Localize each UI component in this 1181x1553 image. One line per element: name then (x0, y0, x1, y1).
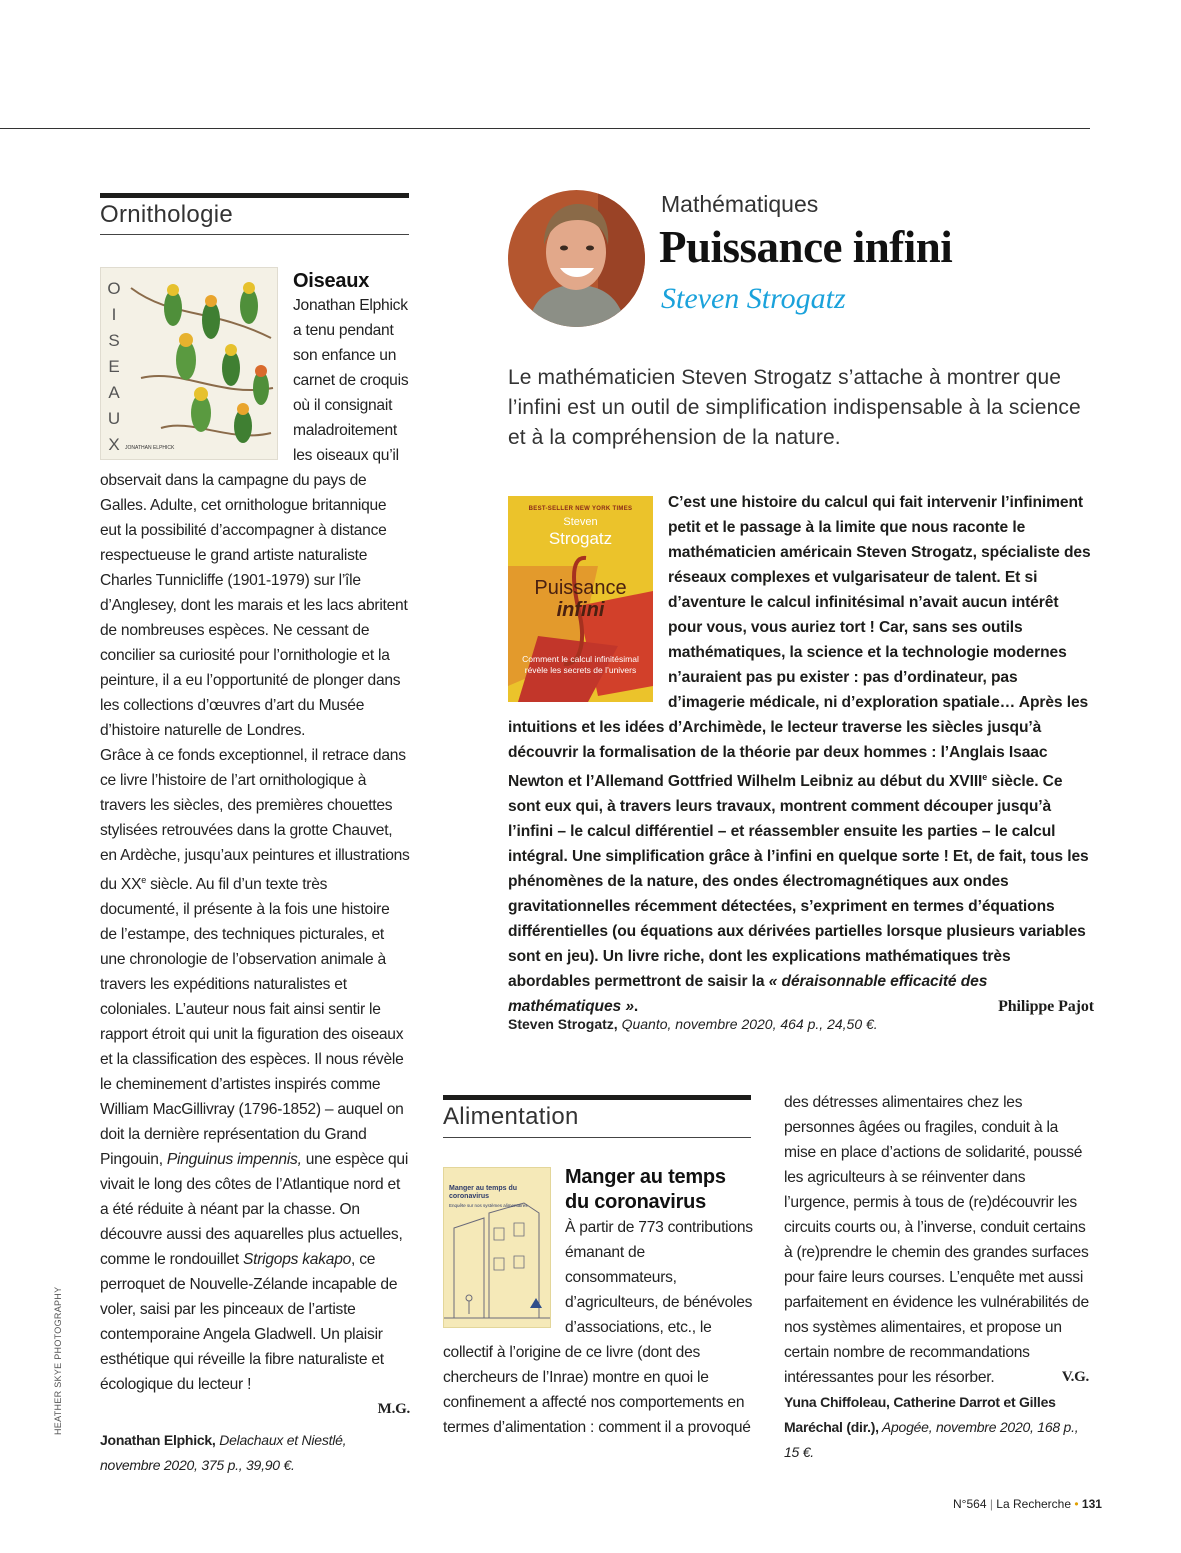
cover-subtitle-covid: Enquête sur nos systèmes alimentaires (449, 1203, 528, 1208)
cover-title-covid: Manger au temps du coronavirus (449, 1185, 518, 1200)
book-reference-math: Steven Strogatz, Quanto, novembre 2020, 464 p., 24,50 €. (508, 1016, 878, 1032)
page-number: 131 (1081, 1497, 1102, 1511)
photo-credit: HEATHER SKYE PHOTOGRAPHY (53, 1286, 63, 1435)
article-alimentation-right (784, 1090, 1089, 1465)
author-initials: M.G. (377, 1401, 410, 1418)
book-title-coronavirus: Manger au temps du coronavirus (565, 1166, 726, 1213)
rubric-line-alimentation (443, 1137, 751, 1138)
article-standfirst: Le mathématicien Steven Strogatz s’attache à montrer que l’infini est un outil de simplification indispensable à la science et à la compréhension de la nature. (508, 366, 1081, 449)
issue-number: N°564 (953, 1497, 987, 1511)
cover-vertical-title: O I S E A U X (107, 279, 121, 454)
cover-banner: BEST-SELLER NEW YORK TIMES (528, 506, 633, 512)
cover-subtitle: Comment le calcul infinitésimal révèle les secrets de l’univers (522, 654, 639, 675)
quote-wigner: « déraisonnable efficacité des mathématiques » (508, 973, 988, 1016)
cover-author-last: Strogatz (548, 529, 613, 548)
rubric-bar-ornithologie (100, 193, 409, 198)
portrait-photo (508, 190, 645, 327)
article-math-body: C’est une histoire du calcul qui fait intervenir l’infiniment petit et le passage à la limite que nous raconte le mathématicien américain Steven Strogatz, spécialiste des réseaux complexes et vulgarisateur de talent. Et si d’aventure le calcul infinitésimal n’avait aucun intérêt pour vous, vous auriez tort ! Car, sans ses outils mathématiques, la science et la technologie modernes n’auraient pas pu exister : pas d’ordinateur, pas d’imagerie médicale, ni d’exploration spatiale… Après les intuitions et les idées d’Archimède, le lecteur traverse les siècles jusqu’à découvrir la formalisation de la théorie par deux hommes : l’Anglais Isaac Newton et l’Allemand Gottfried Wilhelm Leibniz au début du XVIIIe siècle. Ce sont eux qui, à travers leurs travaux, montrent comment découper jusqu’à l’infini – le calcul différentiel – et réassembler ensuite les parties – le calcul intégral. Une simplification grâce à l’infini en quelque sorte ! Et, de fait, tous les phénomènes de la nature, des ondes électromagnétiques aux ondes gravitationnelles récemment détectées, s’expriment en termes d’équations différentielles (ou équations aux dérivées partielles lorsque plusieurs variables sont en jeu). Un livre riche, dont les explications mathématiques très abordables permettront de saisir la « déraisonnable efficacité des mathématiques ». Philippe Pajot (508, 490, 1094, 1019)
cover-title-line-2: infini (556, 599, 605, 621)
alimentation-paragraph-right: des détresses alimentaires chez les personnes âgées ou fragiles, conduit à la mise en place d’actions de solidarité, poussé les agriculteurs à se réinventer dans l’urgence, permis à tous de (re)découvrir les circuits courts ou, à l’inverse, conduit certains à (re)prendre le chemin des grandes surfaces pour faire leurs courses. L’enquête met aussi parfaitement en évidence les vulnérabilités de nos systèmes alimentaires, et propose un certain nombre de recommandations intéressantes pour les résorber. (784, 1094, 1089, 1386)
author-initials-alimentation: V.G. (1061, 1369, 1089, 1385)
author-portrait (508, 190, 645, 327)
section-kicker: Mathématiques (661, 191, 819, 217)
article-alimentation-left (443, 1165, 753, 1440)
book-reference-alimentation: Yuna Chiffoleau, Catherine Darrot et Gilles Maréchal (dir.), Apogée, novembre 2020, 168 p., 15 €. (784, 1394, 1079, 1460)
article-headline: Puissance infini (659, 222, 953, 272)
cover-title-line-1: Puissance (534, 577, 627, 599)
magazine-name: La Recherche (996, 1497, 1072, 1511)
rubric-alimentation: Alimentation (443, 1103, 579, 1130)
rubric-line-ornithologie (100, 234, 409, 235)
rubric-ornithologie: Ornithologie (100, 201, 234, 228)
page-footer: N°564 | La Recherche • 131 (953, 1497, 1102, 1511)
article-author: Steven Strogatz (661, 282, 846, 315)
cover-author-first: Steven (563, 516, 598, 528)
article-ornithologie (100, 270, 410, 1478)
book-reference: Jonathan Elphick, Delachaux et Niestlé, novembre 2020, 375 p., 39,90 €. (100, 1432, 347, 1474)
book-title-oiseaux: Oiseaux (293, 270, 370, 292)
alimentation-paragraph-left: À partir de 773 contributions émanant de consommateurs, d’agriculteurs, de bénévoles d’associations, etc., le collectif à l’origine de ce livre (dont des chercheurs de l’Inrae) montre en quoi le confinement a affecté nos comportements en termes d’alimentation : comment il a provoqué (443, 1219, 753, 1436)
ornithologie-paragraph-1: Jonathan Elphick a tenu pendant son enfance un carnet de croquis où il consignait maladroitement les oiseaux qu’il observait dans la campagne du pays de Galles. Adulte, cet ornithologue britannique eut la possibilité d’accompagner à distance respectueuse le grand artiste naturaliste Charles Tunnicliffe (1901-1979) sur l’île d’Anglesey, dont les marais et les lacs abritent de nombreuses espèces. Ne cessant de concilier sa curiosité pour l’ornithologie et la peinture, il a eu l’opportunité de plonger dans les collections d’œuvres d’art du Musée d’histoire naturelle de Londres. (100, 297, 409, 739)
cover-author-name: JONATHAN ELPHICK (125, 445, 175, 451)
top-rule (0, 128, 1090, 129)
article-signature: Philippe Pajot (998, 998, 1094, 1016)
ornithologie-paragraph-2: Grâce à ce fonds exceptionnel, il retrace dans ce livre l’histoire de l’art ornithologique à travers les siècles, des premières chouettes stylisées retrouvées dans la grotte Chauvet, en Ardèche, jusqu’aux peintures et illustrations du XXe siècle. Au fil d’un texte très documenté, il présente à la fois une histoire de l’estampe, des techniques picturales, et une chronologie de l’observation animale à travers les expéditions naturalistes et coloniales. L’auteur nous fait ainsi sentir le rapport étroit qui unit la figuration des oiseaux et la classification des espèces. Il nous révèle le cheminement d’artistes inspirés comme William MacGillivray (1796-1852) – auquel on doit la dernière représentation du Grand Pingouin, Pinguinus impennis, une espèce qui vivait le long des côtes de l’Atlantique nord et a été réduite à néant par la chasse. On découvre aussi des aquarelles plus actuelles, comme le rondouillet Strigops kakapo, ce perroquet de Nouvelle-Zélande incapable de voler, saisi par les pinceaux de l’artiste contemporaine Angela Gladwell. Un plaisir esthétique qui réveille la fibre naturaliste et écologique du lecteur ! (100, 747, 410, 1394)
rubric-bar-alimentation (443, 1095, 751, 1100)
